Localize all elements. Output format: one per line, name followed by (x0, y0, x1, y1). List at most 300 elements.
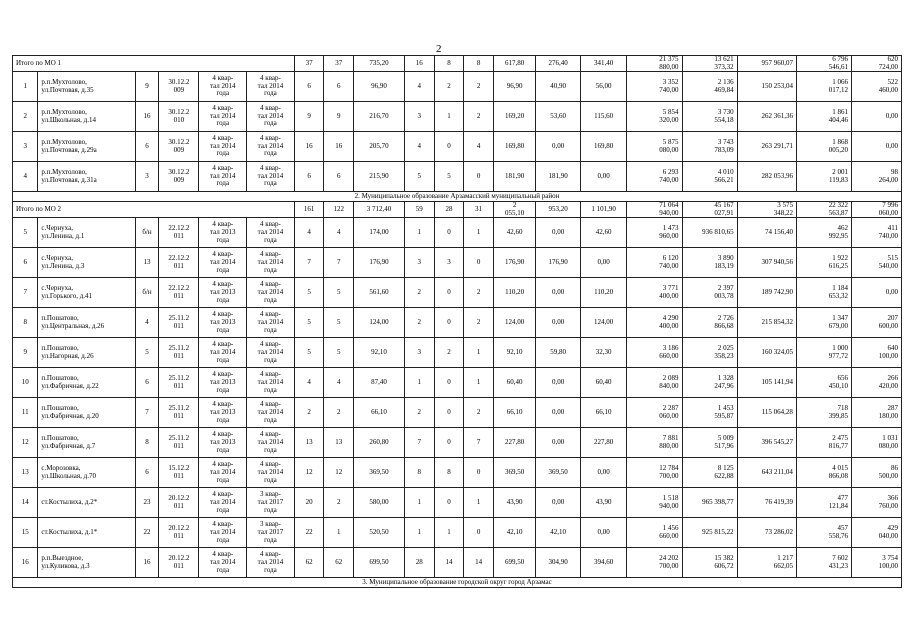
cell-value: 6 (307, 81, 311, 90)
cell-value: 4 квар- тал 2014 года (257, 310, 284, 334)
table-cell (294, 248, 324, 278)
total-value: 3 575 348,22 (773, 201, 793, 217)
table-cell (159, 218, 199, 248)
cell-value: 42,10 (550, 528, 566, 537)
cell-value: 124,00 (593, 318, 614, 327)
table-cell (247, 488, 295, 518)
cell-value: 13 (143, 258, 151, 267)
table-cell (294, 218, 324, 248)
table-cell (13, 548, 38, 578)
cell-value: 3 754 100,00 (878, 554, 898, 570)
table-cell (294, 338, 324, 368)
cell-value: 5 (447, 171, 451, 180)
cell-value: 656 450,10 (828, 374, 849, 390)
total-cell (493, 56, 535, 72)
table-row (13, 458, 902, 488)
table-cell (536, 278, 581, 308)
table-cell (682, 132, 737, 162)
table-cell (464, 488, 494, 518)
table-row (13, 428, 902, 458)
table-cell (627, 548, 682, 578)
table-cell (796, 308, 851, 338)
table-cell (38, 218, 135, 248)
table-cell (493, 368, 535, 398)
cell-value: 1 (417, 228, 422, 237)
total-value: 37 (305, 58, 313, 67)
cell-value: 4 290 400,00 (659, 314, 679, 330)
cell-value: 23 (143, 498, 151, 507)
total-label: Итого по МО 1 (13, 56, 295, 72)
table-cell (434, 248, 464, 278)
table-cell (159, 518, 199, 548)
cell-value: 5 (145, 348, 149, 357)
table-cell (135, 428, 158, 458)
cell-value: 4 квар- тал 2013 года (209, 430, 236, 454)
cell-value: 0,00 (885, 141, 898, 150)
cell-value: 73 286,02 (764, 528, 793, 537)
table-row (13, 72, 902, 102)
table-cell (434, 72, 464, 102)
cell-value: 4 квар- тал 2014 года (257, 280, 284, 304)
cell-value: 2 (476, 111, 481, 120)
cell-value: 0 (447, 378, 451, 387)
total-value: 3 712,40 (366, 204, 392, 213)
table-cell (682, 218, 737, 248)
cell-value: 205,70 (369, 141, 389, 150)
cell-value: 8 (145, 438, 149, 447)
table-cell (247, 368, 295, 398)
cell-value: 12 (21, 438, 29, 447)
table-cell (199, 368, 247, 398)
total-value: 2 055,10 (505, 201, 525, 217)
total-value: 37 (335, 58, 343, 67)
cell-value: 30.12.2 009 (168, 138, 190, 154)
table-cell (627, 428, 682, 458)
cell-value: 1 031 080,00 (878, 434, 898, 450)
table-cell (294, 458, 324, 488)
table-cell (464, 398, 494, 428)
table-cell (464, 338, 494, 368)
section-row (13, 192, 902, 202)
table-cell (38, 162, 135, 192)
cell-value: 366 760,00 (878, 494, 898, 510)
table-cell (737, 218, 796, 248)
cell-value: 4 015 866,08 (828, 464, 849, 480)
cell-value: 2 136 469,84 (714, 78, 734, 94)
table-cell (13, 488, 38, 518)
table-cell (493, 488, 535, 518)
total-cell (627, 56, 682, 72)
table-cell (682, 248, 737, 278)
table-row (13, 368, 902, 398)
cell-value: 718 399,85 (828, 404, 849, 420)
cell-value: 0,00 (597, 258, 610, 267)
table-cell (354, 278, 405, 308)
cell-value: 16 (305, 141, 313, 150)
cell-value: 4 квар- тал 2013 года (209, 310, 236, 334)
table-cell (737, 488, 796, 518)
table-cell (13, 338, 38, 368)
table-cell (247, 248, 295, 278)
table-cell (493, 398, 535, 428)
total-cell (737, 202, 796, 218)
table-cell (247, 338, 295, 368)
table-cell (159, 72, 199, 102)
table-cell (536, 248, 581, 278)
table-cell (199, 218, 247, 248)
cell-value: 6 (23, 258, 27, 267)
total-value: 617,80 (505, 58, 525, 67)
cell-value: с.Чернуха, ул.Ленина, д.1 (41, 224, 85, 240)
cell-value: 4 квар- тал 2014 года (257, 220, 284, 244)
cell-value: 5 (337, 318, 341, 327)
cell-value: 10 (21, 378, 29, 387)
table-cell (324, 102, 354, 132)
table-cell (580, 248, 627, 278)
table-cell (294, 368, 324, 398)
table-cell (580, 398, 627, 428)
table-cell (627, 218, 682, 248)
table-cell (404, 162, 434, 192)
total-cell (536, 56, 581, 72)
table-cell (852, 218, 902, 248)
table-cell (682, 338, 737, 368)
table-cell (852, 308, 902, 338)
table-cell (294, 132, 324, 162)
cell-value: 0,00 (597, 528, 610, 537)
cell-value: 2 (476, 288, 481, 297)
table-cell (852, 248, 902, 278)
table-cell (354, 132, 405, 162)
cell-value: 176,90 (369, 258, 389, 267)
cell-value: 42,60 (506, 228, 523, 237)
table-cell (135, 102, 158, 132)
cell-value: 1 066 017,12 (828, 78, 849, 94)
table-cell (682, 368, 737, 398)
cell-value: 1 (476, 348, 481, 357)
table-cell (159, 428, 199, 458)
cell-value: 699,50 (369, 558, 389, 567)
cell-value: 5 (307, 288, 311, 297)
table-cell (737, 368, 796, 398)
cell-value: 4 квар- тал 2013 года (209, 280, 236, 304)
cell-value: 2 397 003,78 (714, 284, 734, 300)
cell-value: 2 (417, 318, 422, 327)
table-cell (159, 488, 199, 518)
cell-value: 4 квар- тал 2014 года (209, 460, 236, 484)
table-cell (682, 458, 737, 488)
cell-value: 66,10 (371, 408, 387, 417)
table-cell (493, 218, 535, 248)
table-cell (135, 488, 158, 518)
cell-value: 9 (145, 81, 149, 90)
table-cell (199, 548, 247, 578)
table-cell (682, 162, 737, 192)
cell-value: 15 382 606,72 (714, 554, 734, 570)
cell-value: с.Чернуха, ул.Ленина, д.3 (41, 254, 85, 270)
cell-value: 0 (476, 258, 481, 267)
table-cell (13, 398, 38, 428)
table-cell (324, 72, 354, 102)
table-cell (464, 132, 494, 162)
cell-value: 181,90 (505, 171, 525, 180)
table-cell (159, 132, 199, 162)
table-cell (493, 102, 535, 132)
total-value: 31 (475, 204, 483, 213)
table-cell (580, 488, 627, 518)
cell-value: 215 854,32 (761, 318, 793, 327)
table-cell (13, 308, 38, 338)
cell-value: 22.12.2 011 (168, 284, 190, 300)
cell-value: 8 (417, 468, 422, 477)
cell-value: 0,00 (597, 468, 610, 477)
table-cell (796, 278, 851, 308)
table-cell (737, 278, 796, 308)
cell-value: 62 (305, 558, 313, 567)
cell-value: 4 квар- тал 2014 года (257, 164, 284, 188)
table-cell (627, 518, 682, 548)
cell-value: п.Пошатово, ул.Нагорная, д.26 (41, 344, 94, 360)
cell-value: 160 324,05 (761, 348, 793, 357)
cell-value: 4 квар- тал 2014 года (257, 550, 284, 574)
table-cell (493, 248, 535, 278)
table-cell (247, 398, 295, 428)
cell-value: 169,80 (505, 141, 525, 150)
cell-value: 2 001 119,83 (829, 168, 849, 184)
cell-value: 13 (335, 438, 343, 447)
table-cell (580, 132, 627, 162)
table-cell (135, 248, 158, 278)
table-cell (404, 548, 434, 578)
table-cell (404, 132, 434, 162)
cell-value: 0,00 (885, 111, 898, 120)
cell-value: 4 квар- тал 2014 года (257, 250, 284, 274)
cell-value: 4 квар- тал 2013 года (209, 220, 236, 244)
table-cell (13, 428, 38, 458)
table-cell (247, 308, 295, 338)
cell-value: п.Пошатово, ул.Фабричная, д.20 (41, 404, 99, 420)
cell-value: р.п.Мухтолово, ул.Школьная, д.14 (41, 108, 96, 124)
table-cell (13, 458, 38, 488)
table-cell (580, 218, 627, 248)
cell-value: 6 (145, 378, 149, 387)
total-value: 22 322 563,87 (828, 201, 849, 217)
cell-value: 7 (476, 438, 481, 447)
table-cell (354, 102, 405, 132)
cell-value: 0 (447, 141, 451, 150)
cell-value: 369,50 (505, 468, 525, 477)
cell-value: 0,00 (551, 378, 565, 387)
cell-value: 1 (447, 528, 451, 537)
cell-value: 4 квар- тал 2014 года (209, 340, 236, 364)
cell-value: 60,40 (595, 378, 612, 387)
table-cell (354, 72, 405, 102)
cell-value: 287 180,00 (878, 404, 898, 420)
table-cell (434, 132, 464, 162)
cell-value: 2 (23, 111, 27, 120)
table-cell (135, 308, 158, 338)
cell-value: 2 (447, 348, 451, 357)
table-cell (464, 518, 494, 548)
cell-value: 515 540,00 (878, 254, 898, 270)
cell-value: 6 293 740,00 (659, 168, 679, 184)
table-cell (404, 248, 434, 278)
cell-value: 5 (307, 318, 311, 327)
table-cell (324, 488, 354, 518)
table-cell (536, 488, 581, 518)
table-cell (580, 72, 627, 102)
cell-value: 24 202 700,00 (659, 554, 679, 570)
table-row (13, 102, 902, 132)
table-cell (404, 488, 434, 518)
total-cell (682, 56, 737, 72)
table-cell (159, 368, 199, 398)
table-cell (135, 218, 158, 248)
cell-value: 2 (476, 318, 481, 327)
cell-value: п.Пошатово, ул.Фабричная, д.22 (41, 374, 99, 390)
table-cell (434, 162, 464, 192)
table-cell (852, 428, 902, 458)
table-cell (737, 398, 796, 428)
table-cell (852, 72, 902, 102)
table-cell (852, 162, 902, 192)
cell-value: 4 квар- тал 2014 года (257, 134, 284, 158)
table-cell (354, 248, 405, 278)
table-cell (354, 398, 405, 428)
cell-value: 13 (305, 438, 313, 447)
cell-value: 429 040,00 (878, 524, 898, 540)
table-cell (796, 488, 851, 518)
cell-value: 215,90 (369, 171, 389, 180)
table-cell (627, 488, 682, 518)
cell-value: 3 (145, 171, 149, 180)
table-cell (38, 398, 135, 428)
cell-value: 4 (23, 171, 27, 180)
total-value: 8 (447, 58, 451, 67)
total-cell (737, 56, 796, 72)
table-cell (324, 368, 354, 398)
cell-value: 4 квар- тал 2014 года (257, 104, 284, 128)
table-cell (682, 278, 737, 308)
section-title: 3. Муниципальное образование городской округ город Арзамас (13, 578, 902, 588)
cell-value: 76 419,39 (764, 498, 793, 507)
table-cell (38, 308, 135, 338)
table-cell (627, 368, 682, 398)
cell-value: 9 (337, 111, 341, 120)
cell-value: 15.12.2 011 (168, 464, 190, 480)
table-cell (464, 428, 494, 458)
table-cell (627, 132, 682, 162)
cell-value: 7 (417, 438, 422, 447)
cell-value: 12 (305, 468, 313, 477)
cell-value: 98 264,00 (878, 168, 898, 184)
table-cell (852, 398, 902, 428)
total-value: 21 375 880,00 (659, 55, 679, 71)
total-cell (404, 202, 434, 218)
cell-value: 14 (475, 558, 483, 567)
cell-value: 4 квар- тал 2014 года (257, 370, 284, 394)
cell-value: 462 992,95 (828, 224, 849, 240)
total-row (13, 202, 902, 218)
cell-value: 1 453 595,87 (714, 404, 734, 420)
table-cell (852, 278, 902, 308)
cell-value: 59,80 (550, 348, 566, 357)
total-label: Итого по МО 2 (13, 202, 295, 218)
table-cell (434, 102, 464, 132)
cell-value: 7 (145, 408, 149, 417)
table-cell (852, 458, 902, 488)
cell-value: 176,90 (548, 258, 568, 267)
table-cell (247, 278, 295, 308)
cell-value: 640 100,00 (878, 344, 898, 360)
cell-value: 42,60 (595, 228, 612, 237)
cell-value: 30.12.2 010 (168, 108, 190, 124)
cell-value: 457 558,76 (828, 524, 849, 540)
table-cell (199, 458, 247, 488)
cell-value: 2 (307, 408, 311, 417)
cell-value: 7 602 431,23 (828, 554, 849, 570)
table-cell (199, 398, 247, 428)
table-cell (159, 102, 199, 132)
cell-value: 3 730 554,18 (714, 108, 734, 124)
table-cell (852, 102, 902, 132)
cell-value: 396 545,27 (761, 438, 793, 447)
table-cell (627, 102, 682, 132)
table-cell (796, 132, 851, 162)
cell-value: 43,90 (506, 498, 523, 507)
table-cell (464, 218, 494, 248)
table-cell (294, 548, 324, 578)
cell-value: 1 (337, 528, 341, 537)
cell-value: 3 (417, 111, 422, 120)
cell-value: 3 743 783,09 (714, 138, 734, 154)
total-value: 28 (445, 204, 453, 213)
cell-value: 92,10 (506, 348, 523, 357)
cell-value: 5 (23, 228, 27, 237)
table-cell (493, 132, 535, 162)
cell-value: с.Морозовка, ул.Школьная, д.70 (41, 464, 96, 480)
table-cell (580, 368, 627, 398)
cell-value: р.п.Мухтолово, ул.Почтовая, д.35 (41, 78, 94, 94)
cell-value: 4 квар- тал 2013 года (209, 400, 236, 424)
cell-value: 20.12.2 011 (168, 524, 190, 540)
table-cell (737, 102, 796, 132)
cell-value: 4 010 566,21 (714, 168, 734, 184)
cell-value: 12 (335, 468, 343, 477)
table-cell (682, 102, 737, 132)
table-cell (536, 132, 581, 162)
table-cell (135, 398, 158, 428)
cell-value: 1 861 404,46 (828, 108, 849, 124)
section-row (13, 578, 902, 588)
total-cell (434, 202, 464, 218)
table-cell (682, 488, 737, 518)
table-cell (464, 248, 494, 278)
cell-value: 227,80 (505, 438, 525, 447)
cell-value: 307 940,56 (761, 258, 793, 267)
table-cell (627, 308, 682, 338)
table-cell (354, 368, 405, 398)
cell-value: 3 (417, 348, 422, 357)
cell-value: 369,50 (548, 468, 568, 477)
table-cell (536, 518, 581, 548)
total-value: 1 101,90 (591, 204, 616, 213)
table-row (13, 248, 902, 278)
cell-value: 1 (447, 111, 451, 120)
table-cell (737, 518, 796, 548)
cell-value: 20 (305, 498, 313, 507)
table-cell (464, 308, 494, 338)
